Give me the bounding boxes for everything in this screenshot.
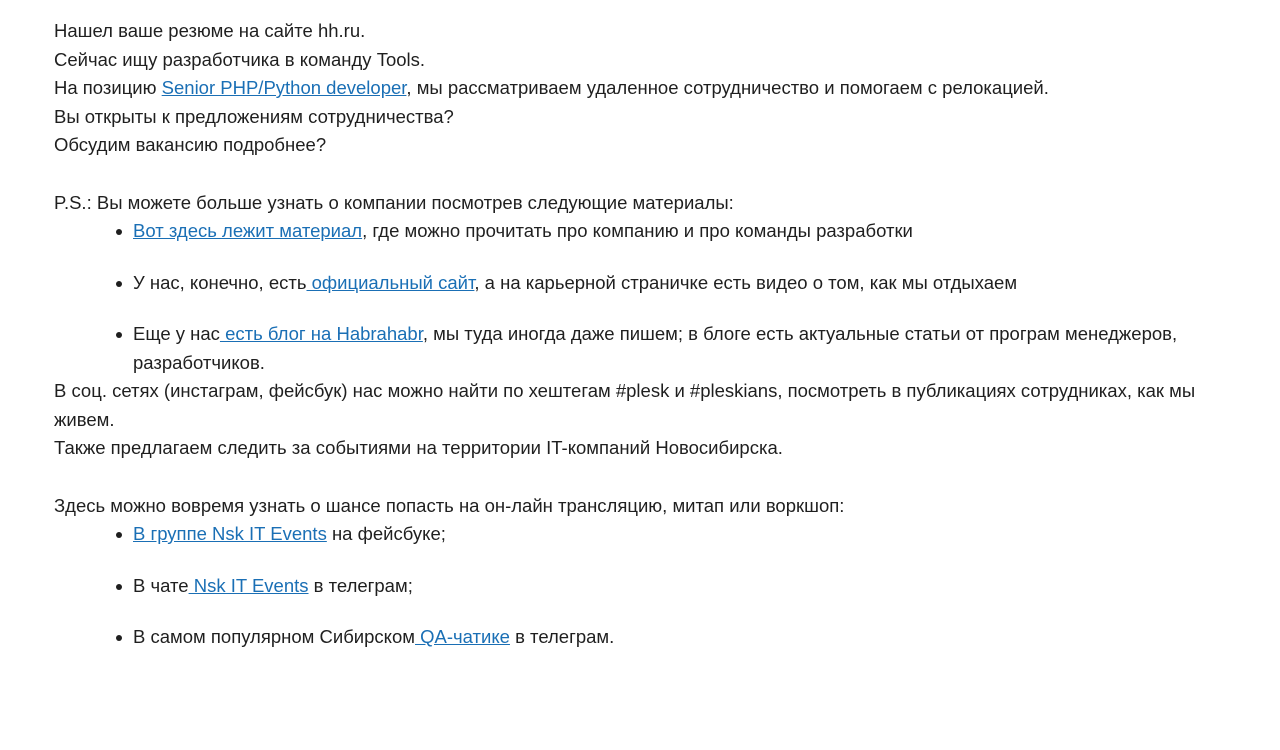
list-item	[114, 520, 1254, 549]
list-item-prefix: У нас, конечно, есть	[133, 271, 307, 293]
ps-text: P.S.: Вы можете больше узнать о компании посмотрев следующие материалы:	[54, 191, 734, 213]
intro-line-5: Обсудим вакансию подробнее?	[54, 134, 327, 155]
list-item-prefix: В самом популярном Сибирском	[133, 626, 415, 647]
list-item-prefix: В чате	[133, 574, 189, 596]
list-item	[114, 623, 1254, 652]
social-line-2: Также предлагаем следить за событиями на территории IT-компаний Новосибирска.	[54, 437, 783, 458]
intro-line-1: Нашел ваше резюме на сайте hh.ru.	[54, 20, 366, 41]
telegram-chat-link[interactable]: Nsk IT Events	[188, 574, 309, 596]
habr-blog-link[interactable]: есть блог на Habrahabr	[219, 323, 423, 344]
list-item	[114, 217, 1254, 246]
official-site-link[interactable]: официальный сайт	[306, 271, 475, 293]
list-item	[114, 572, 1254, 601]
list-item-suffix: , где можно прочитать про компанию и про команды разработки	[362, 220, 913, 241]
material-link[interactable]: Вот здесь лежит материал	[133, 220, 363, 241]
vacancy-link[interactable]: Senior PHP/Python developer	[161, 77, 407, 98]
spacer	[54, 463, 1254, 492]
social-line-1: В соц. сетях (инстаграм, фейсбук) нас можно найти по хештегам #plesk и #pleskians, посмотреть в публикациях сотрудниках, как мы живем.	[54, 380, 1196, 430]
spacer	[54, 160, 1254, 189]
list-item-suffix: , мы туда иногда даже пишем; в блоге есть актуальные статьи от програм менеджеров, разработчиков.	[133, 323, 1178, 373]
list-item-suffix: , а на карьерной страничке есть видео о том, как мы отдыхаем	[474, 271, 1018, 293]
list-item	[114, 320, 1254, 377]
list-item	[114, 269, 1254, 298]
intro-line-2: Сейчас ищу разработчика в команду Tools.	[54, 48, 426, 70]
qa-chat-link[interactable]: QA-чатике	[415, 626, 510, 647]
intro-line-3	[54, 74, 1254, 103]
list-item-suffix: в телеграм;	[308, 574, 413, 596]
list-item-suffix: на фейсбуке;	[326, 523, 446, 544]
materials-list	[54, 217, 1254, 377]
intro-line-4: Вы открыты к предложениям сотрудничества?	[54, 105, 454, 127]
email-body	[54, 17, 1254, 652]
events-text: Здесь можно вовремя узнать о шансе попасть на он-лайн трансляцию, митап или воркшоп:	[54, 494, 845, 516]
intro-line-3-suffix: , мы рассматриваем удаленное сотрудничество и помогаем с релокацией.	[406, 77, 1049, 98]
intro-line-3-prefix: На позицию	[54, 77, 162, 98]
list-item-suffix: в телеграм.	[509, 626, 615, 647]
events-list	[54, 520, 1254, 652]
list-item-prefix: Еще у нас	[133, 323, 220, 344]
facebook-group-link[interactable]: В группе Nsk IT Events	[133, 523, 327, 544]
